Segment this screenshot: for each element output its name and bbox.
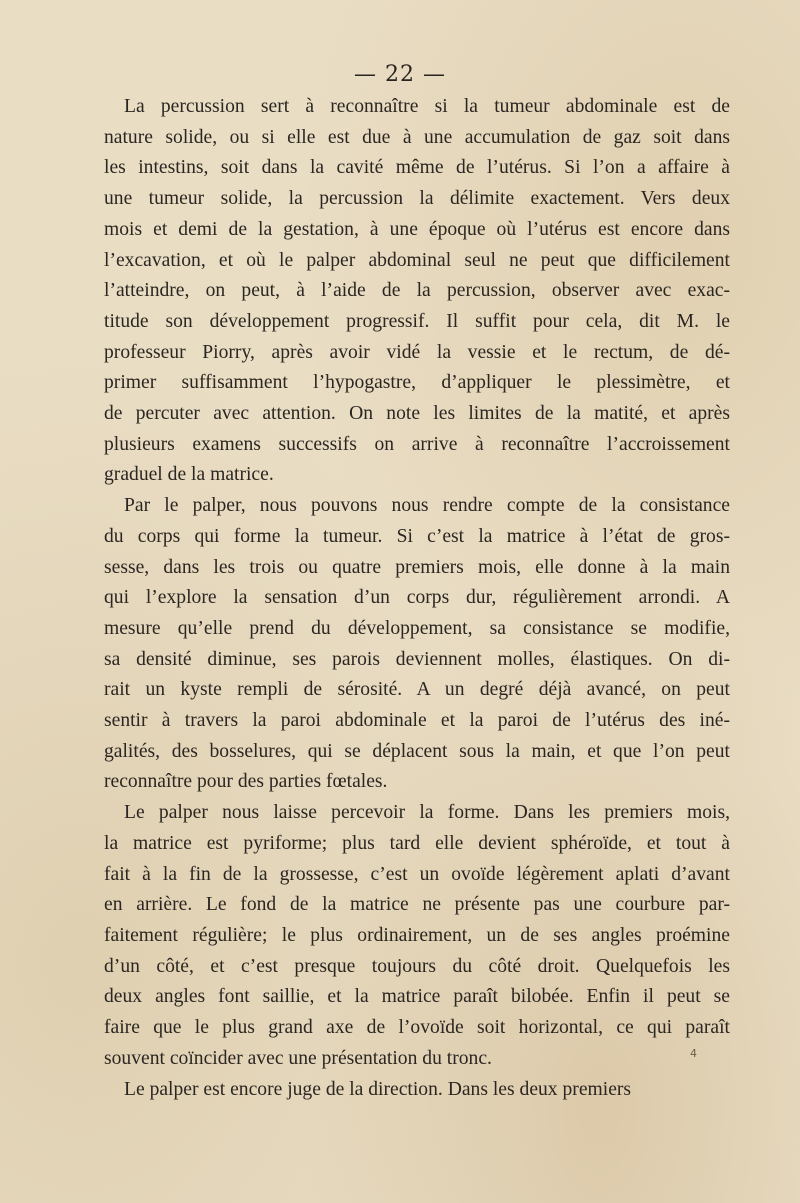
text-line: mesure qu’elle prend du développement, sa consistance se modifie, <box>104 617 730 639</box>
text-line: Le palper est encore juge de la direction. Dans les deux premiers <box>124 1078 632 1100</box>
text-line: fait à la fin de la grossesse, c’est un ovoïde légèrement aplati d’avant <box>104 863 730 885</box>
text-line: mois et demi de la gestation, à une époque où l’utérus est encore dans <box>104 218 730 240</box>
text-line: reconnaître pour des parties fœtales. <box>104 771 388 793</box>
text-line: faire que le plus grand axe de l’ovoïde soit horizontal, ce qui paraît <box>104 1017 730 1039</box>
body-text <box>104 92 730 1105</box>
text-line: primer suffisamment l’hypogastre, d’appliquer le plessimètre, et <box>104 372 730 394</box>
text-line: faitement régulière; le plus ordinairement, un de ses angles proémine <box>104 924 730 946</box>
text-line: en arrière. Le fond de la matrice ne présente pas une courbure par- <box>104 894 730 916</box>
text-line: La percussion sert à reconnaître si la tumeur abdominale est de <box>124 96 730 117</box>
text-line: l’excavation, et où le palper abdominal seul ne peut que difficilement <box>104 249 730 271</box>
text-line: titude son développement progressif. Il suffit pour cela, dit M. le <box>104 310 730 332</box>
text-line: l’atteindre, on peut, à l’aide de la percussion, observer avec exac- <box>104 280 730 302</box>
paragraph <box>104 1075 730 1106</box>
text-line: sa densité diminue, ses parois deviennent molles, élastiques. On di- <box>104 648 730 670</box>
paragraph <box>104 92 730 491</box>
text-line: professeur Piorry, après avoir vidé la vessie et le rectum, de dé- <box>104 341 730 363</box>
paragraph <box>104 491 730 798</box>
text-line: graduel de la matrice. <box>104 464 274 486</box>
text-line: qui l’explore la sensation d’un corps dur, régulièrement arrondi. A <box>104 587 730 609</box>
text-line: sesse, dans les trois ou quatre premiers mois, elle donne à la main <box>104 556 730 578</box>
text-line: de percuter avec attention. On note les limites de la matité, et après <box>104 403 730 425</box>
text-line: rait un kyste rempli de sérosité. A un degré déjà avancé, on peut <box>104 679 730 701</box>
text-line: sentir à travers la paroi abdominale et la paroi de l’utérus des iné- <box>104 710 730 732</box>
text-line: la matrice est pyriforme; plus tard elle devient sphéroïde, et tout à <box>104 832 730 854</box>
text-line: les intestins, soit dans la cavité même de l’utérus. Si l’on a affaire à <box>104 157 730 179</box>
text-line: galités, des bosselures, qui se déplacent sous la main, et que l’on peut <box>104 740 730 762</box>
text-line: deux angles font saillie, et la matrice paraît bilobée. Enfin il peut se <box>104 986 730 1008</box>
text-line: du corps qui forme la tumeur. Si c’est la matrice à l’état de gros- <box>104 525 730 547</box>
text-line: une tumeur solide, la percussion la délimite exactement. Vers deux <box>104 188 730 210</box>
text-line: nature solide, ou si elle est due à une accumulation de gaz soit dans <box>104 126 730 148</box>
paragraph <box>104 798 730 1074</box>
text-line: Par le palper, nous pouvons nous rendre compte de la consistance <box>124 495 730 517</box>
text-line: Le palper nous laisse percevoir la forme. Dans les premiers mois, <box>124 802 730 824</box>
signature-mark: 4 <box>690 1047 697 1060</box>
text-line: plusieurs examens successifs on arrive à reconnaître l’accroissement <box>104 433 730 455</box>
page-number: — 22 — <box>354 62 446 87</box>
text-line: souvent coïncider avec une présentation du tronc. <box>104 1047 492 1069</box>
text-line: d’un côté, et c’est presque toujours du côté droit. Quelquefois les <box>104 955 730 977</box>
